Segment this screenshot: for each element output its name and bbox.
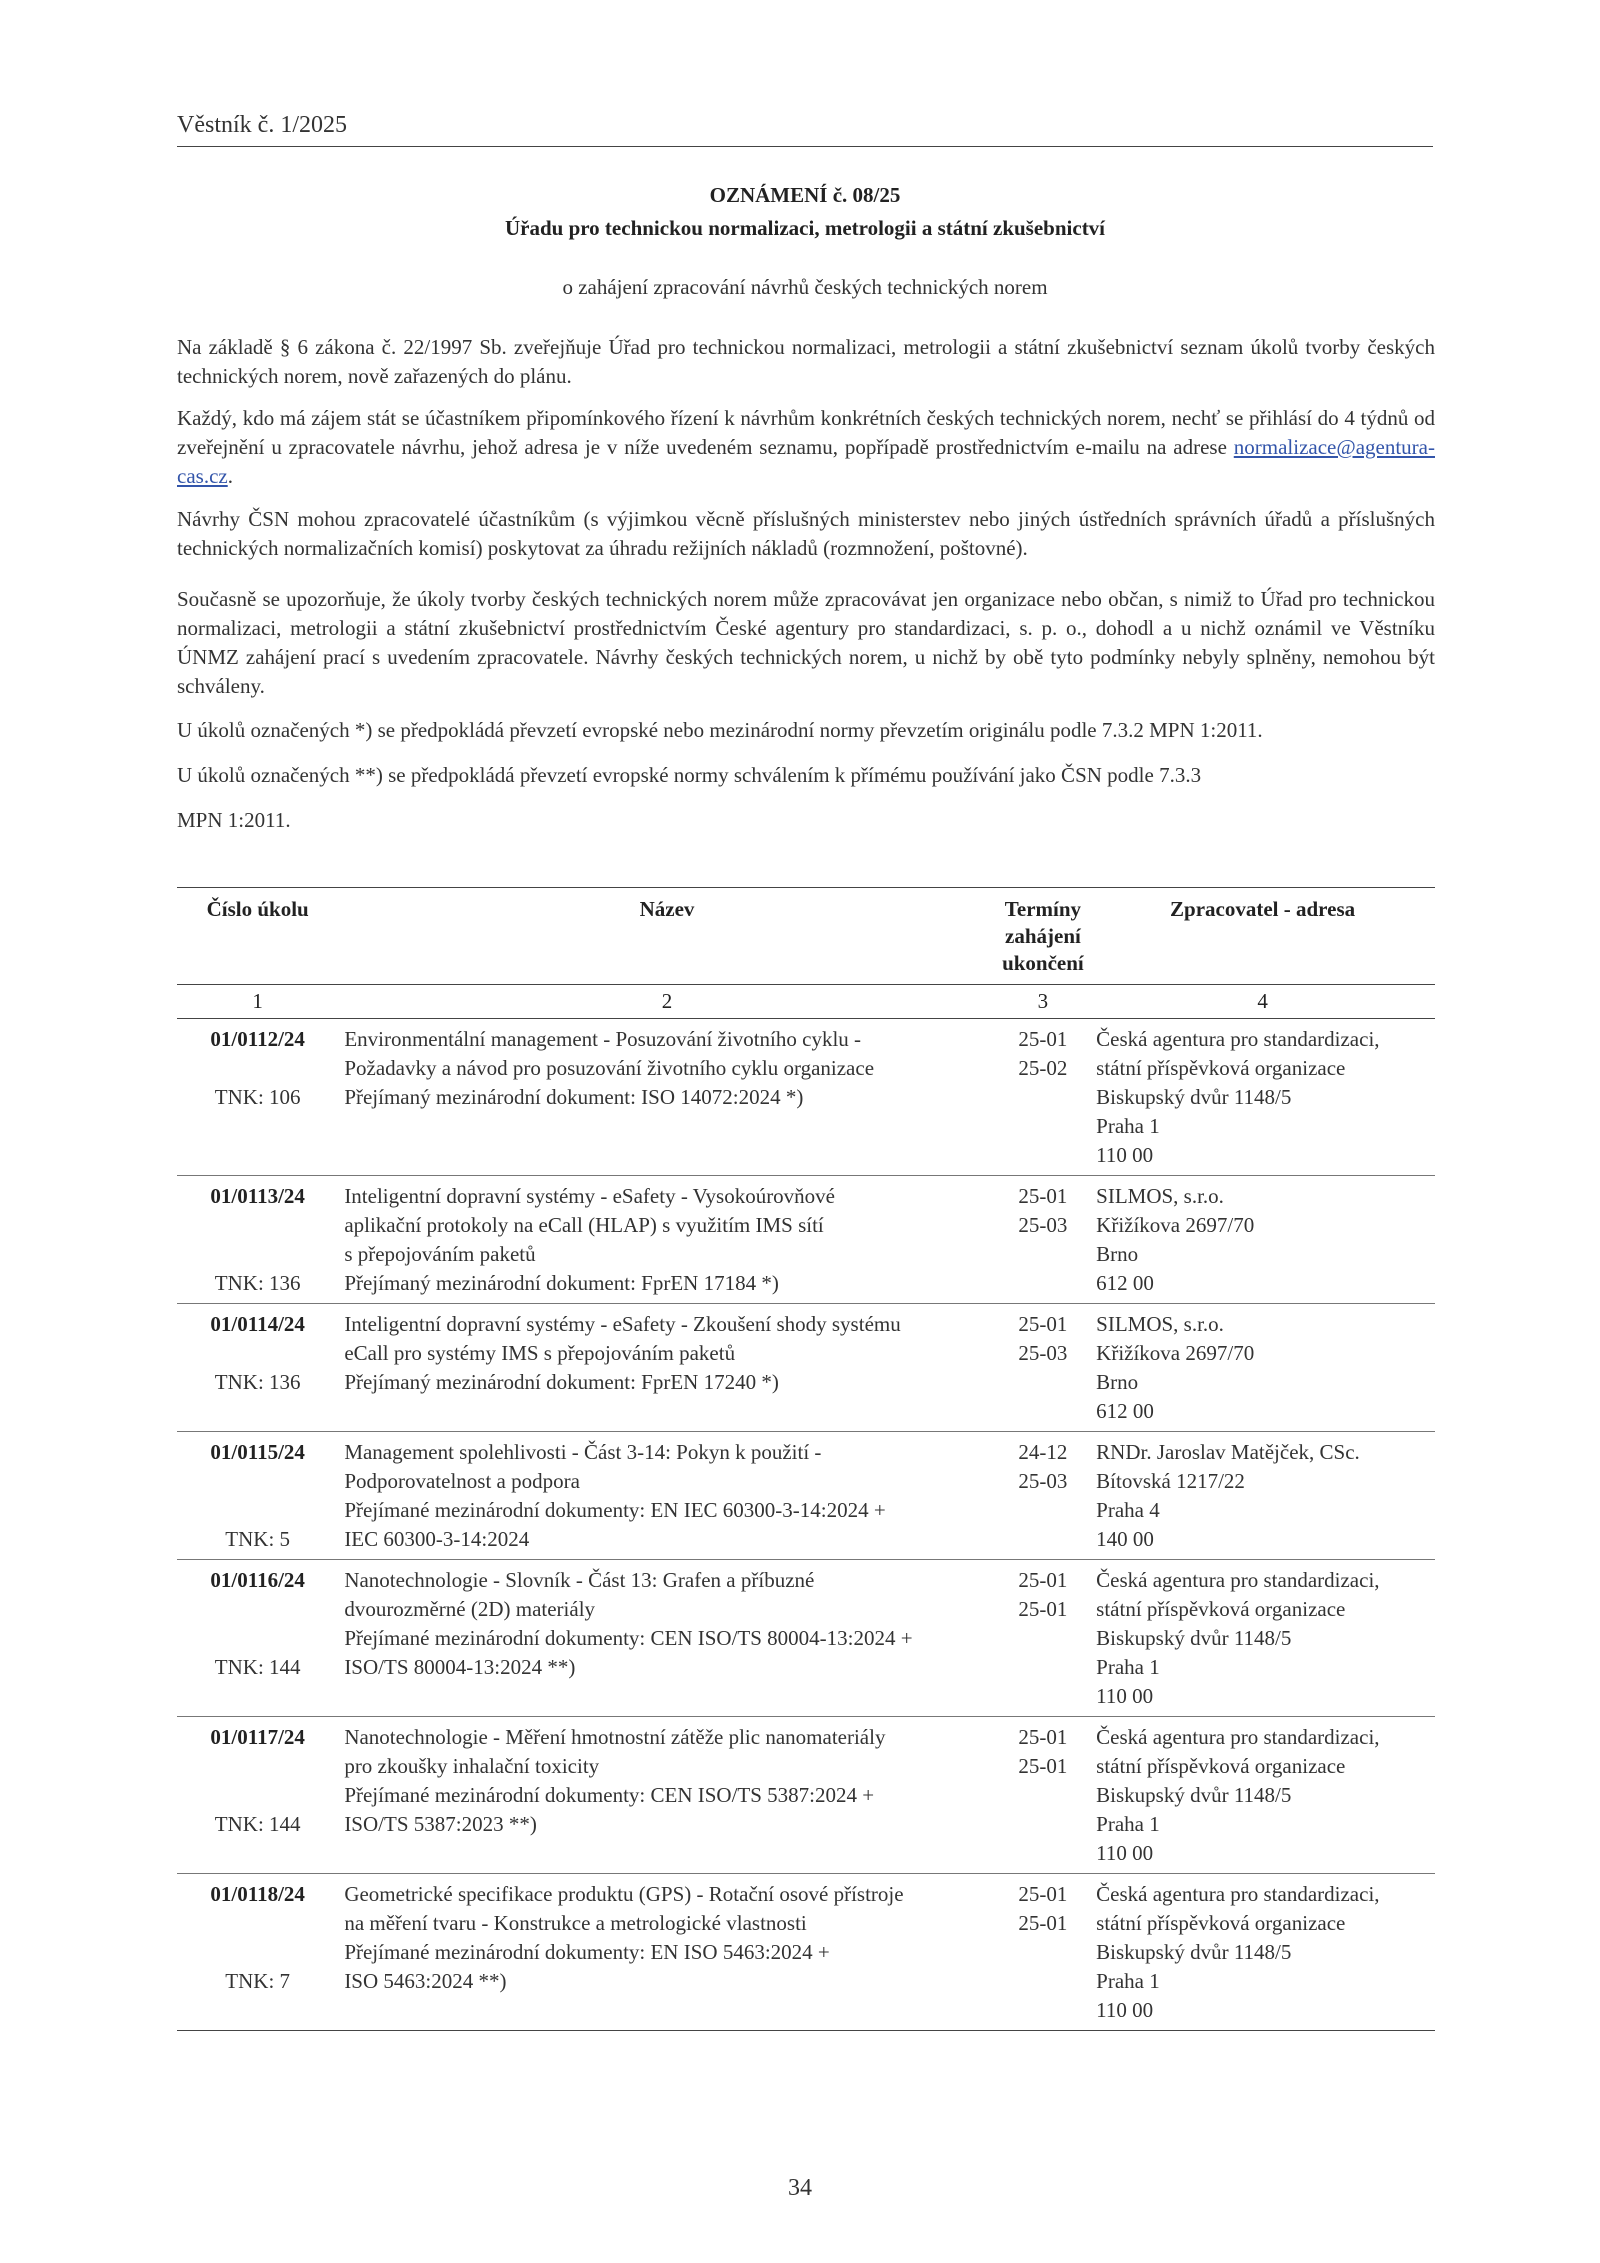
task-title-line: pro zkoušky inhalační toxicity bbox=[344, 1754, 600, 1778]
task-number: 01/0117/24 bbox=[210, 1725, 305, 1749]
spacer bbox=[183, 1781, 332, 1810]
task-title-line: dvourozměrné (2D) materiály bbox=[344, 1597, 596, 1621]
processor-line: Bítovská 1217/22 bbox=[1096, 1469, 1245, 1493]
paragraph-notice: Současně se upozorňuje, že úkoly tvorby českých technických norem může zpracovávat jen organizace nebo občan, s nimiž to Úřad pro technickou normalizaci, metrologii a státní zkušebnictví prostřednictvím České agentury pro standardizaci, s. p. o., dohodl a u nichž oznámil ve Věstníku ÚNMZ zahájení prací s uvedením zpracovatele. Návrhy českých technických norem, u nichž by obě tyto podmínky nebyly splněny, nemohou být schváleny. bbox=[177, 587, 1435, 698]
task-title-cell bbox=[338, 1717, 995, 1874]
task-title-cell bbox=[338, 1874, 995, 2031]
paragraph-participation bbox=[177, 404, 1435, 491]
processor-line: 140 00 bbox=[1096, 1527, 1154, 1551]
processor-cell bbox=[1090, 1717, 1435, 1874]
task-title-line: s přepojováním paketů bbox=[344, 1242, 536, 1266]
processor-line: SILMOS, s.r.o. bbox=[1096, 1312, 1224, 1336]
task-number: 01/0118/24 bbox=[210, 1882, 305, 1906]
task-title-line: ISO/TS 80004-13:2024 **) bbox=[344, 1655, 576, 1679]
task-title-line: Environmentální management - Posuzování životního cyklu - bbox=[344, 1027, 862, 1051]
start-date: 25-01 bbox=[1018, 1027, 1068, 1051]
processor-line: Česká agentura pro standardizaci, bbox=[1096, 1725, 1380, 1749]
processor-line: státní příspěvková organizace bbox=[1096, 1754, 1346, 1778]
processor-line: Biskupský dvůr 1148/5 bbox=[1096, 1085, 1292, 1109]
spacer bbox=[183, 1240, 332, 1269]
start-date: 25-01 bbox=[1018, 1725, 1068, 1749]
task-number: 01/0112/24 bbox=[210, 1027, 305, 1051]
processor-cell bbox=[1090, 1176, 1435, 1304]
task-dates-cell bbox=[996, 1874, 1090, 2031]
task-title-line: aplikační protokoly na eCall (HLAP) s využitím IMS sítí bbox=[344, 1213, 824, 1237]
table-row bbox=[177, 1560, 1435, 1717]
task-title-line: Podporovatelnost a podpora bbox=[344, 1469, 580, 1493]
task-dates-cell bbox=[996, 1176, 1090, 1304]
processor-line: Česká agentura pro standardizaci, bbox=[1096, 1568, 1380, 1592]
task-title-line: Přejímané mezinárodní dokumenty: EN ISO 5463:2024 + bbox=[344, 1940, 830, 1964]
task-title-cell bbox=[338, 1019, 995, 1176]
processor-line: Brno bbox=[1096, 1370, 1139, 1394]
end-date: 25-01 bbox=[1018, 1754, 1068, 1778]
task-title-line: Přejímané mezinárodní dokumenty: CEN ISO/TS 80004-13:2024 + bbox=[344, 1626, 913, 1650]
spacer bbox=[183, 1467, 332, 1496]
tasks-table bbox=[177, 887, 1435, 2031]
processor-line: Brno bbox=[1096, 1242, 1139, 1266]
spacer bbox=[183, 1595, 332, 1624]
start-date: 25-01 bbox=[1018, 1882, 1068, 1906]
header-processor: Zpracovatel - adresa bbox=[1090, 888, 1435, 985]
spacer bbox=[183, 1624, 332, 1653]
task-title-line: ISO 5463:2024 **) bbox=[344, 1969, 507, 1993]
spacer bbox=[183, 1909, 332, 1938]
table-row bbox=[177, 1304, 1435, 1432]
notice-title: OZNÁMENÍ č. 08/25 bbox=[709, 183, 901, 207]
processor-cell bbox=[1090, 1019, 1435, 1176]
table-row bbox=[177, 1019, 1435, 1176]
task-dates-cell bbox=[996, 1560, 1090, 1717]
table-body bbox=[177, 1019, 1435, 2031]
task-number: 01/0115/24 bbox=[210, 1440, 305, 1464]
processor-cell bbox=[1090, 1874, 1435, 2031]
processor-line: Česká agentura pro standardizaci, bbox=[1096, 1882, 1380, 1906]
header-dates-end: ukončení bbox=[1002, 951, 1084, 975]
start-date: 24-12 bbox=[1018, 1440, 1068, 1464]
spacer bbox=[183, 1211, 332, 1240]
header-rule bbox=[177, 146, 1433, 147]
spacer bbox=[183, 1054, 332, 1083]
processor-line: 612 00 bbox=[1096, 1399, 1154, 1423]
processor-line: RNDr. Jaroslav Matějček, CSc. bbox=[1096, 1440, 1360, 1464]
paragraph-drafts: Návrhy ČSN mohou zpracovatelé účastníkům (s výjimkou věcně příslušných ministerstev nebo jiných ústředních správních úřadů a příslušných technických normalizačních komisí) poskytovat za úhradu režijních nákladů (rozmnožení, poštovné). bbox=[177, 507, 1435, 560]
table-row bbox=[177, 1176, 1435, 1304]
page-number: 34 bbox=[788, 2175, 812, 2201]
table-row bbox=[177, 1717, 1435, 1874]
task-title-line: na měření tvaru - Konstrukce a metrologické vlastnosti bbox=[344, 1911, 807, 1935]
header-dates-label: Termíny bbox=[1004, 897, 1082, 921]
task-title-cell bbox=[338, 1176, 995, 1304]
task-title-line: Přejímané mezinárodní dokumenty: CEN ISO/TS 5387:2024 + bbox=[344, 1783, 875, 1807]
processor-line: SILMOS, s.r.o. bbox=[1096, 1184, 1224, 1208]
task-title-line: Inteligentní dopravní systémy - eSafety - Vysokoúrovňové bbox=[344, 1184, 836, 1208]
spacer bbox=[183, 1938, 332, 1967]
end-date: 25-02 bbox=[1018, 1056, 1068, 1080]
task-number: 01/0114/24 bbox=[210, 1312, 305, 1336]
tnk-label: TNK: 136 bbox=[214, 1370, 301, 1394]
task-dates-cell bbox=[996, 1432, 1090, 1560]
header-dates-start: zahájení bbox=[1005, 924, 1081, 948]
start-date: 25-01 bbox=[1018, 1312, 1068, 1336]
table-column-numbers-row bbox=[177, 985, 1435, 1019]
task-id-cell bbox=[177, 1019, 338, 1176]
running-head: Věstník č. 1/2025 bbox=[177, 112, 347, 138]
task-id-cell bbox=[177, 1176, 338, 1304]
paragraph-footnote-double: U úkolů označených **) se předpokládá převzetí evropské normy schválením k přímému používání jako ČSN podle 7.3.3 bbox=[177, 763, 1202, 787]
processor-line: Praha 4 bbox=[1096, 1498, 1160, 1522]
task-number: 01/0113/24 bbox=[210, 1184, 305, 1208]
task-title-line: ISO/TS 5387:2023 **) bbox=[344, 1812, 537, 1836]
task-title-line: IEC 60300-3-14:2024 bbox=[344, 1527, 530, 1551]
task-title-line: Inteligentní dopravní systémy - eSafety - Zkoušení shody systému bbox=[344, 1312, 901, 1336]
task-title-line: Přejímané mezinárodní dokumenty: EN IEC 60300-3-14:2024 + bbox=[344, 1498, 886, 1522]
spacer bbox=[183, 1339, 332, 1368]
header-task-number: Číslo úkolu bbox=[177, 888, 338, 985]
processor-line: Praha 1 bbox=[1096, 1655, 1160, 1679]
processor-line: 110 00 bbox=[1096, 1998, 1154, 2022]
processor-cell bbox=[1090, 1560, 1435, 1717]
notice-subject: o zahájení zpracování návrhů českých technických norem bbox=[562, 275, 1048, 299]
end-date: 25-03 bbox=[1018, 1469, 1068, 1493]
task-title-cell bbox=[338, 1432, 995, 1560]
paragraph-footnote-single: U úkolů označených *) se předpokládá převzetí evropské nebo mezinárodní normy převzetím originálu podle 7.3.2 MPN 1:2011. bbox=[177, 718, 1263, 742]
task-dates-cell bbox=[996, 1717, 1090, 1874]
end-date: 25-03 bbox=[1018, 1213, 1068, 1237]
tnk-label: TNK: 136 bbox=[214, 1271, 301, 1295]
processor-line: 110 00 bbox=[1096, 1143, 1154, 1167]
task-dates-cell bbox=[996, 1019, 1090, 1176]
paragraph-participation-text: Každý, kdo má zájem stát se účastníkem připomínkového řízení k návrhům konkrétních českých technických norem, nechť se přihlásí do 4 týdnů od zveřejnění u zpracovatele návrhu, jehož adresa je v níže uvedeném seznamu, popřípadě prostřednictvím e-mailu na adrese bbox=[177, 406, 1435, 459]
task-id-cell bbox=[177, 1304, 338, 1432]
task-title-line: Přejímaný mezinárodní dokument: FprEN 17240 *) bbox=[344, 1370, 779, 1394]
task-title-line: Nanotechnologie - Měření hmotnostní zátěže plic nanomateriály bbox=[344, 1725, 886, 1749]
processor-line: Praha 1 bbox=[1096, 1969, 1160, 1993]
email-link[interactable]: normalizace@agentura-cas.cz bbox=[177, 435, 1435, 488]
tnk-label: TNK: 5 bbox=[225, 1527, 291, 1551]
processor-line: Česká agentura pro standardizaci, bbox=[1096, 1027, 1380, 1051]
processor-line: Praha 1 bbox=[1096, 1114, 1160, 1138]
tnk-label: TNK: 144 bbox=[214, 1655, 301, 1679]
task-number: 01/0116/24 bbox=[210, 1568, 305, 1592]
processor-line: státní příspěvková organizace bbox=[1096, 1911, 1346, 1935]
processor-line: Praha 1 bbox=[1096, 1812, 1160, 1836]
task-title-line: eCall pro systémy IMS s přepojováním paketů bbox=[344, 1341, 736, 1365]
table-row bbox=[177, 1874, 1435, 2031]
task-title-line: Požadavky a návod pro posuzování životního cyklu organizace bbox=[344, 1056, 875, 1080]
processor-line: státní příspěvková organizace bbox=[1096, 1056, 1346, 1080]
table-header-row bbox=[177, 888, 1435, 985]
end-date: 25-01 bbox=[1018, 1597, 1068, 1621]
task-id-cell bbox=[177, 1874, 338, 2031]
task-id-cell bbox=[177, 1717, 338, 1874]
task-title-line: Geometrické specifikace produktu (GPS) - Rotační osové přístroje bbox=[344, 1882, 904, 1906]
header-dates bbox=[996, 888, 1090, 985]
table-row bbox=[177, 1432, 1435, 1560]
task-title-cell bbox=[338, 1560, 995, 1717]
processor-line: Biskupský dvůr 1148/5 bbox=[1096, 1626, 1292, 1650]
column-number: 2 bbox=[338, 985, 995, 1019]
task-title-line: Management spolehlivosti - Část 3-14: Pokyn k použití - bbox=[344, 1440, 822, 1464]
task-dates-cell bbox=[996, 1304, 1090, 1432]
header-title: Název bbox=[338, 888, 995, 985]
task-title-line: Přejímaný mezinárodní dokument: FprEN 17184 *) bbox=[344, 1271, 779, 1295]
column-number: 4 bbox=[1090, 985, 1435, 1019]
spacer bbox=[183, 1752, 332, 1781]
processor-line: Biskupský dvůr 1148/5 bbox=[1096, 1940, 1292, 1964]
paragraph-footnote-double-end: MPN 1:2011. bbox=[177, 808, 291, 832]
processor-cell bbox=[1090, 1304, 1435, 1432]
end-date: 25-01 bbox=[1018, 1911, 1068, 1935]
processor-line: 110 00 bbox=[1096, 1841, 1154, 1865]
paragraph-legal-basis: Na základě § 6 zákona č. 22/1997 Sb. zveřejňuje Úřad pro technickou normalizaci, metrologii a státní zkušebnictví seznam úkolů tvorby českých technických norem, nově zařazených do plánu. bbox=[177, 335, 1435, 388]
end-date: 25-03 bbox=[1018, 1341, 1068, 1365]
column-number: 1 bbox=[177, 985, 338, 1019]
tnk-label: TNK: 106 bbox=[214, 1085, 301, 1109]
notice-issuer: Úřadu pro technickou normalizaci, metrologii a státní zkušebnictví bbox=[504, 216, 1106, 240]
processor-line: 612 00 bbox=[1096, 1271, 1154, 1295]
processor-line: 110 00 bbox=[1096, 1684, 1154, 1708]
column-number: 3 bbox=[996, 985, 1090, 1019]
tnk-label: TNK: 7 bbox=[225, 1969, 291, 1993]
start-date: 25-01 bbox=[1018, 1568, 1068, 1592]
processor-line: státní příspěvková organizace bbox=[1096, 1597, 1346, 1621]
start-date: 25-01 bbox=[1018, 1184, 1068, 1208]
paragraph-participation-end: . bbox=[227, 464, 233, 488]
task-title-line: Nanotechnologie - Slovník - Část 13: Grafen a příbuzné bbox=[344, 1568, 815, 1592]
tnk-label: TNK: 144 bbox=[214, 1812, 301, 1836]
processor-line: Křižíkova 2697/70 bbox=[1096, 1213, 1255, 1237]
processor-cell bbox=[1090, 1432, 1435, 1560]
processor-line: Biskupský dvůr 1148/5 bbox=[1096, 1783, 1292, 1807]
processor-line: Křižíkova 2697/70 bbox=[1096, 1341, 1255, 1365]
task-title-cell bbox=[338, 1304, 995, 1432]
task-id-cell bbox=[177, 1432, 338, 1560]
task-title-line: Přejímaný mezinárodní dokument: ISO 14072:2024 *) bbox=[344, 1085, 804, 1109]
spacer bbox=[183, 1496, 332, 1525]
task-id-cell bbox=[177, 1560, 338, 1717]
